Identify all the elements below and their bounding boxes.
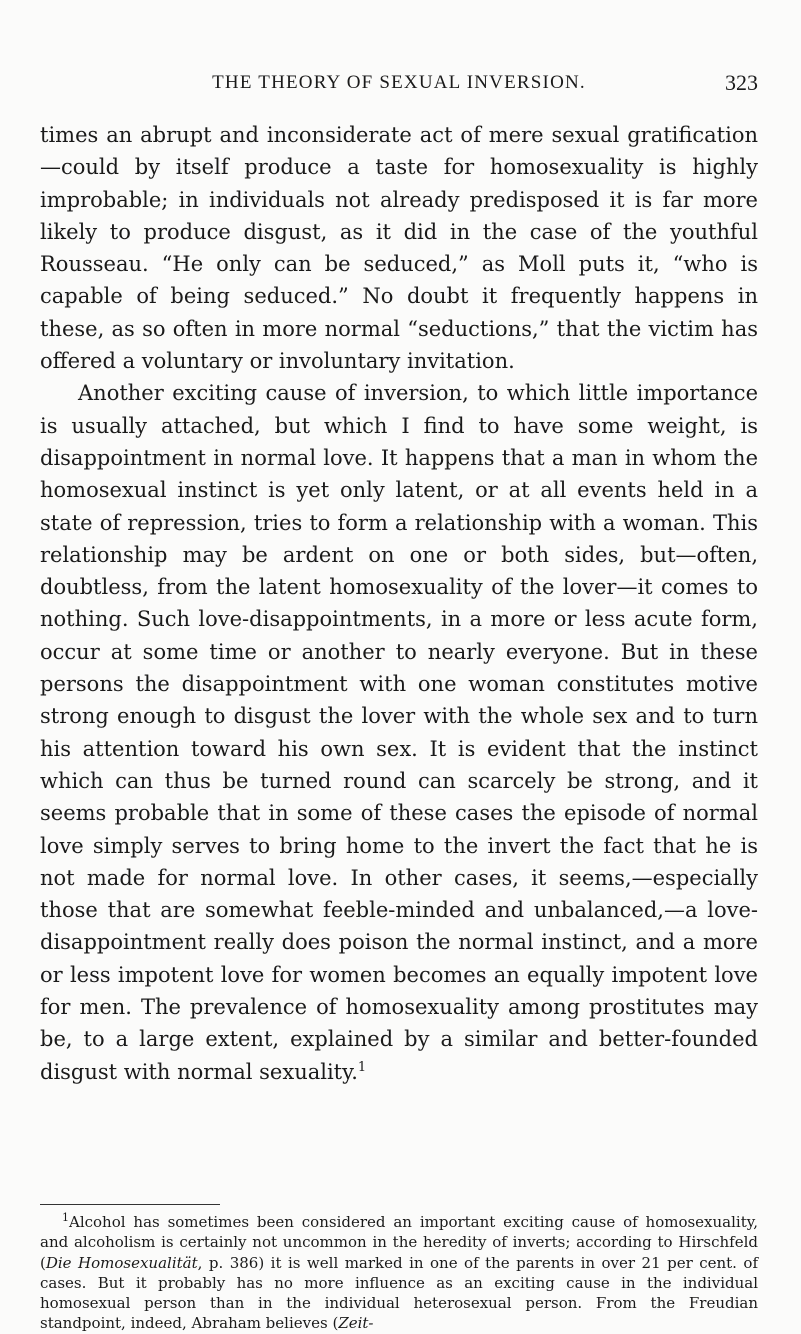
paragraph-continued: times an abrupt and inconsiderate act of mere sexual gratification—could by itself produce a taste for homosexuality is highly improbable; in individuals not already predisposed it is far more likely to produce disgust, as it did in the case of the youthful Rousseau. “He only can be seduced,” as Moll puts it, “who is capable of being seduced.” No doubt it frequently happens in these, as so often in more normal “seductions,” that the victim has offered a voluntary or involuntary invitation. xyxy=(40,123,758,374)
footnote-reference: 1 xyxy=(357,1059,367,1075)
body-text xyxy=(40,119,758,1088)
paragraph-text: Another exciting cause of inversion, to which little importance is usually attached, but which I find to have some weight, is disappointment in normal love. It happens that a man in whom the homosexual instinct is yet only latent, or at all events held in a state of repression, tries to form a relationship with a woman. This relationship may be ardent on one or both sides, but—often, doubtless, from the latent homosexuality of the lover—it comes to nothing. Such love-disappointments, in a more or less acute form, occur at some time or another to nearly everyone. But in these persons the disappointment with one woman constitutes motive strong enough to disgust the lover with the whole sex and to turn his attention toward his own sex. It is evident that the instinct which can thus be turned round can scarcely be strong, and it seems probable that in some of these cases the episode of normal love simply serves to bring home to the invert the fact that he is not made for normal love. In other cases, it seems,—especially those that are somewhat feeble-minded and unbalanced,—a love-disappointment really does poison the normal instinct, and a more or less impotent love for women becomes an equally impotent love for men. The prevalence of homosexuality among prostitutes may be, to a large extent, explained by a similar and better-founded disgust with normal sexuality. xyxy=(40,381,758,1084)
paragraph-inversion-cause xyxy=(40,377,758,1088)
footnote xyxy=(40,1212,758,1334)
book-page xyxy=(40,0,758,1333)
footnote-text-middle: , p. 386) it is well marked in one of the parents in over 21 per cent. of cases. But it probably has no more influence as an exciting cause in the individual homosexual person than in the individual heterosexual person. From the Freudian standpoint, indeed, Abraham believes ( xyxy=(40,1253,758,1333)
footnote-divider xyxy=(40,1204,220,1205)
footnote-trailing-title: Zeit- xyxy=(338,1314,374,1333)
footnote-marker: 1 xyxy=(62,1211,69,1224)
page-number: 323 xyxy=(725,70,758,95)
running-head xyxy=(40,70,758,96)
footnote-book-title: Die Homosexualität xyxy=(45,1253,198,1272)
running-title: THE THEORY OF SEXUAL INVERSION. xyxy=(212,72,586,93)
footnote-text-start: Alcohol has sometimes been considered an important exciting cause of homosexuality, and alcoholism is certainly not uncommon in the heredity of inverts; according to Hirschfeld ( xyxy=(40,1213,758,1272)
